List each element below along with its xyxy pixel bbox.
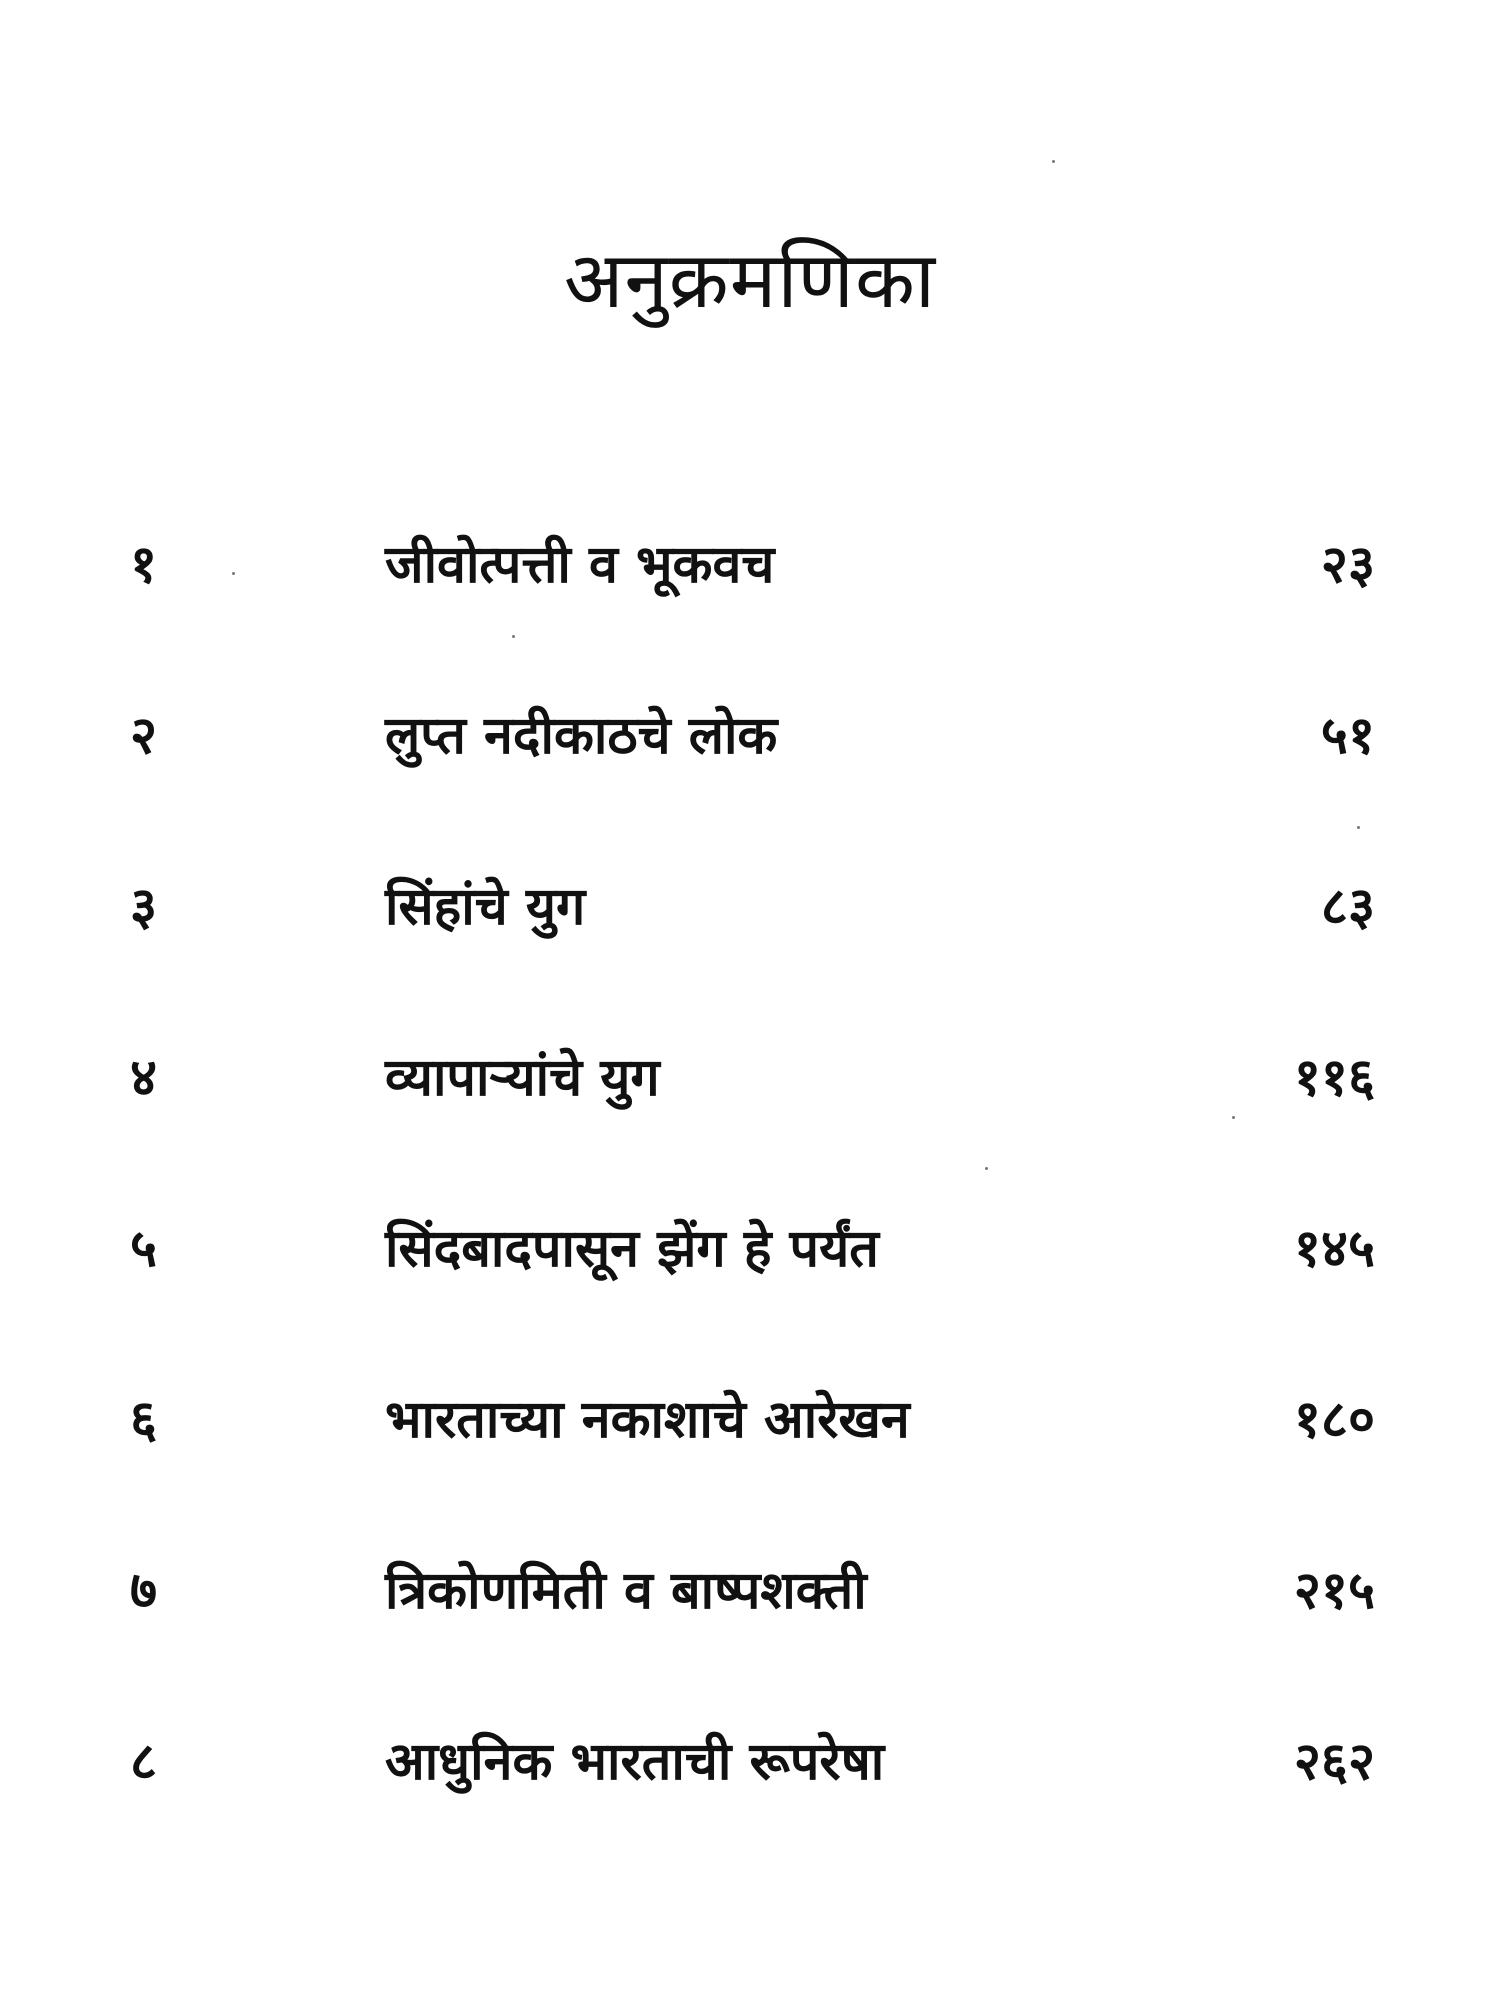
chapter-title: सिंदबादपासून झेंग हे पर्यंत xyxy=(385,1219,879,1279)
chapter-number: ५ xyxy=(130,1219,158,1279)
chapter-number: १ xyxy=(130,535,158,595)
chapter-number: ८ xyxy=(130,1732,158,1792)
page-title: अनुक्रमणिका xyxy=(563,236,937,327)
chapter-title: लुप्त नदीकाठचे लोक xyxy=(385,706,778,766)
chapter-title: त्रिकोणमिती व बाष्पशक्ती xyxy=(385,1561,867,1621)
page-number: ५१ xyxy=(1320,706,1375,766)
page-number: २६२ xyxy=(1293,1732,1375,1792)
scan-speck xyxy=(1232,1116,1235,1119)
toc-entry xyxy=(0,1204,1500,1294)
table-of-contents xyxy=(0,520,1500,1840)
chapter-title: आधुनिक भारताची रूपरेषा xyxy=(385,1732,885,1792)
chapter-number: २ xyxy=(130,706,158,766)
toc-entry xyxy=(0,691,1500,781)
chapter-title: भारताच्या नकाशाचे आरेखन xyxy=(385,1390,910,1450)
scan-speck xyxy=(512,635,515,638)
page-number: ८३ xyxy=(1320,877,1375,937)
scan-speck xyxy=(1357,826,1360,829)
scan-speck xyxy=(985,1167,988,1170)
page-number: ११६ xyxy=(1293,1048,1375,1108)
chapter-number: ७ xyxy=(130,1561,158,1621)
page-number: २१५ xyxy=(1293,1561,1375,1621)
page-number: २३ xyxy=(1320,535,1375,595)
chapter-title: व्यापाऱ्यांचे युग xyxy=(385,1048,660,1108)
page-number: १४५ xyxy=(1293,1219,1375,1279)
chapter-number: ६ xyxy=(130,1390,158,1450)
toc-entry xyxy=(0,1717,1500,1807)
chapter-title: जीवोत्पत्ती व भूकवच xyxy=(385,535,775,595)
chapter-number: ३ xyxy=(130,877,158,937)
scan-speck xyxy=(1052,160,1055,163)
page-number: १८० xyxy=(1293,1390,1375,1450)
toc-entry xyxy=(0,1375,1500,1465)
toc-entry xyxy=(0,862,1500,952)
chapter-title: सिंहांचे युग xyxy=(385,877,586,937)
chapter-number: ४ xyxy=(130,1048,158,1108)
scan-speck xyxy=(232,572,235,575)
toc-entry xyxy=(0,520,1500,610)
toc-entry xyxy=(0,1546,1500,1636)
toc-entry xyxy=(0,1033,1500,1123)
